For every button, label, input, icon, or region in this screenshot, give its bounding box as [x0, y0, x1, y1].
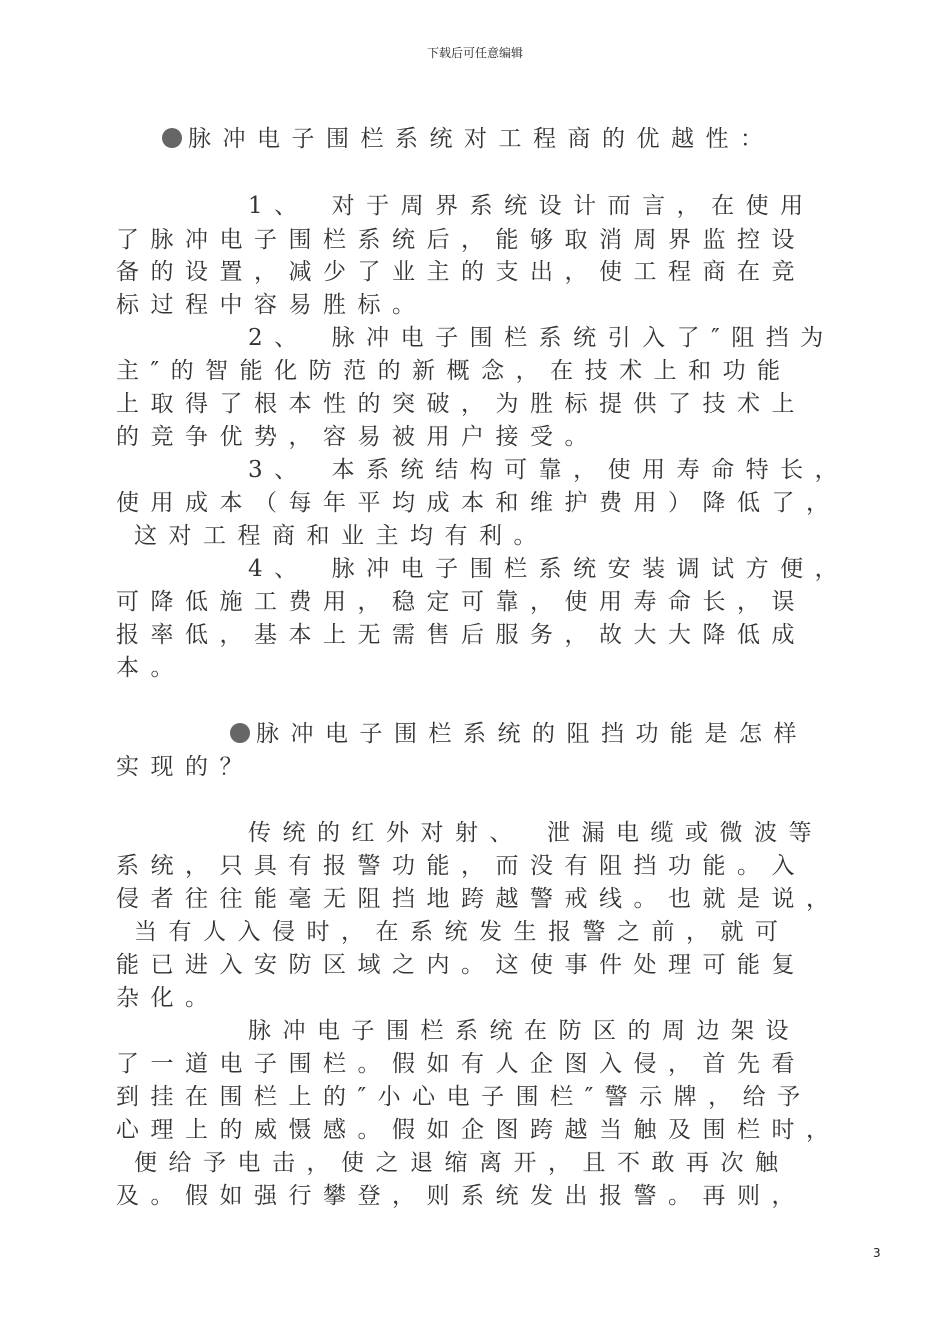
paragraph-line: 本。 [116, 655, 185, 681]
paragraph-line: 这对工程商和业主均有利。 [134, 523, 548, 549]
paragraph-line: 了一道电子围栏。假如有人企图入侵，首先看 [116, 1051, 806, 1077]
paragraph-line: 便给予电击，使之退缩离开，且不敢再次触 [134, 1150, 790, 1176]
section-heading-text: 脉冲电子围栏系统的阻挡功能是怎样 [256, 721, 808, 747]
paragraph-line: 杂化。 [116, 985, 220, 1011]
page-number: 3 [873, 1246, 881, 1260]
paragraph-line: 可降低施工费用，稳定可靠，使用寿命长，误 [116, 589, 806, 615]
paragraph-line: 能已进入安防区域之内。这使事件处理可能复 [116, 952, 806, 978]
paragraph-line: 2、 脉冲电子围栏系统引入了″阻挡为 [248, 325, 835, 351]
paragraph-line: 标过程中容易胜标。 [116, 292, 427, 318]
paragraph-line: 当有人入侵时，在系统发生报警之前，就可 [134, 919, 790, 945]
page-header: 下载后可任意编辑 [426, 46, 523, 60]
paragraph-line: 报率低，基本上无需售后服务，故大大降低成 [116, 622, 806, 648]
section-heading-1 [162, 124, 775, 154]
paragraph-line: 到挂在围栏上的″小心电子围栏″警示牌，给予 [116, 1084, 812, 1110]
section-heading-2 [230, 719, 808, 749]
paragraph-line: 3、 本系统结构可靠，使用寿命特长， [248, 457, 850, 483]
paragraph-line: 上取得了根本性的突破，为胜标提供了技术上 [116, 391, 806, 417]
paragraph-line: 主″的智能化防范的新概念，在技术上和功能 [116, 358, 792, 384]
paragraph-line: 及。假如强行攀登，则系统发出报警。再则， [116, 1183, 806, 1209]
paragraph-line: 使用成本（每年平均成本和维护费用）降低了， [116, 490, 841, 516]
paragraph-line: 侵者往往能毫无阻挡地跨越警戒线。也就是说， [116, 886, 841, 912]
paragraph-line: 备的设置，减少了业主的支出，使工程商在竞 [116, 259, 806, 285]
paragraph-line: 1、 对于周界系统设计而言，在使用 [248, 193, 815, 219]
paragraph-line: 系统，只具有报警功能，而没有阻挡功能。入 [116, 853, 806, 879]
paragraph-line: 脉冲电子围栏系统在防区的周边架设 [248, 1018, 800, 1044]
bullet-icon [230, 723, 250, 743]
bullet-icon [162, 128, 182, 148]
paragraph-line: 心理上的威慑感。假如企图跨越当触及围栏时， [116, 1117, 841, 1143]
paragraph-line: 了脉冲电子围栏系统后，能够取消周界监控设 [116, 227, 806, 253]
section-heading-2-cont: 实现的？ [116, 754, 254, 780]
paragraph-line: 4、 脉冲电子围栏系统安装调试方便， [248, 556, 850, 582]
paragraph-line: 的竞争优势，容易被用户接受。 [116, 424, 599, 450]
section-heading-text: 脉冲电子围栏系统对工程商的优越性： [188, 126, 775, 152]
paragraph-line: 传统的红外对射、 泄漏电缆或微波等 [248, 820, 823, 846]
